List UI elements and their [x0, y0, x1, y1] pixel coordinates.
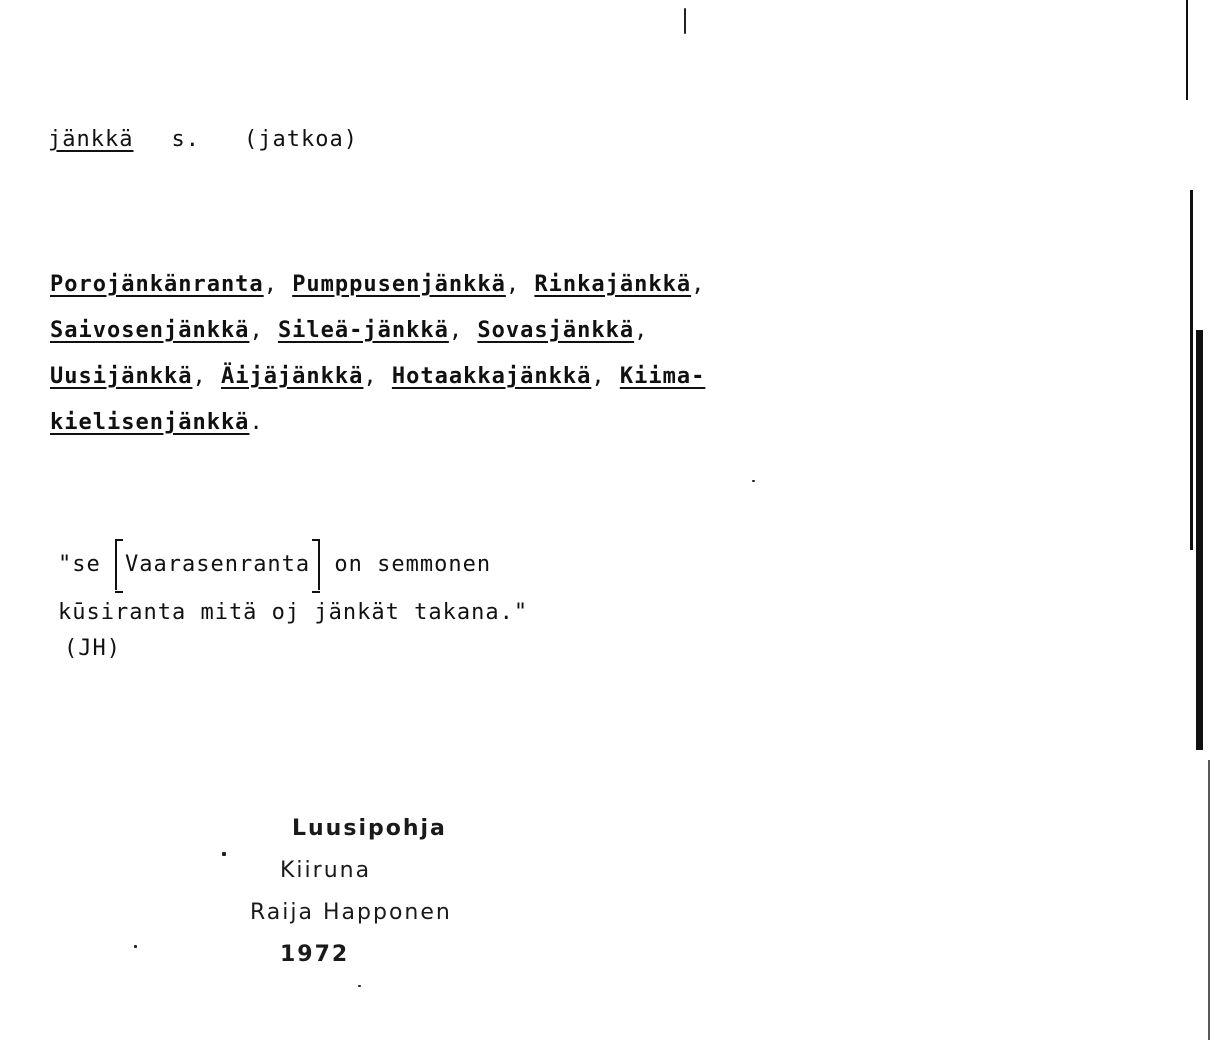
entry-header [48, 127, 358, 152]
gloss: (jatkoa) [243, 127, 358, 152]
card-edge-line [1208, 760, 1210, 1040]
place-name: Sileä-jänkkä [277, 318, 449, 343]
recording-year: 1972 [280, 942, 350, 967]
separator: , [192, 364, 221, 389]
recording-municipality: Kiiruna [280, 858, 372, 883]
place-name: Saivosenjänkkä [50, 318, 250, 343]
separator: , [505, 272, 535, 297]
separator: , [249, 318, 278, 343]
scan-speck [222, 852, 226, 856]
place-name: Porojänkänranta [50, 272, 264, 297]
usage-quote [58, 540, 528, 636]
part-of-speech: s. [171, 127, 200, 152]
recorder-stamp [250, 808, 452, 976]
scan-speck [752, 480, 755, 482]
separator: . [249, 410, 264, 435]
place-name: Pumppusenjänkkä [292, 272, 506, 297]
quote-open: "se [58, 552, 115, 577]
separator: , [263, 272, 293, 297]
separator: , [591, 364, 620, 389]
place-name-list [50, 262, 710, 446]
place-name: Äijäjänkkä [220, 364, 364, 389]
scan-speck [134, 945, 137, 948]
card-edge-line [1190, 190, 1193, 550]
card-edge-line [1186, 0, 1188, 100]
headword: jänkkä [48, 127, 134, 152]
separator: , [363, 364, 392, 389]
scan-speck [684, 8, 686, 34]
quote-line-1 [58, 540, 528, 590]
quote-continuation: on semmonen [320, 552, 492, 577]
recording-place: Luusipohja [292, 816, 447, 841]
place-name: Sovasjänkkä [477, 318, 635, 343]
separator: , [691, 272, 706, 297]
informant-code: (JH) [64, 636, 121, 661]
place-name: Hotaakkajänkkä [391, 364, 592, 389]
bracketed-place-name: Vaarasenranta [115, 540, 320, 590]
separator: , [634, 318, 649, 343]
quote-line-2: kūsiranta mitä oj jänkät takana." [58, 600, 529, 625]
place-name: Uusijänkkä [50, 364, 193, 389]
place-name: Rinkajänkkä [534, 272, 692, 297]
card-edge-line [1196, 330, 1203, 750]
scan-speck [358, 985, 361, 987]
recorder-name: Raija Happonen [250, 900, 452, 925]
separator: , [448, 318, 478, 343]
place-name: Kiima-kielisenjänkkä [50, 364, 706, 435]
